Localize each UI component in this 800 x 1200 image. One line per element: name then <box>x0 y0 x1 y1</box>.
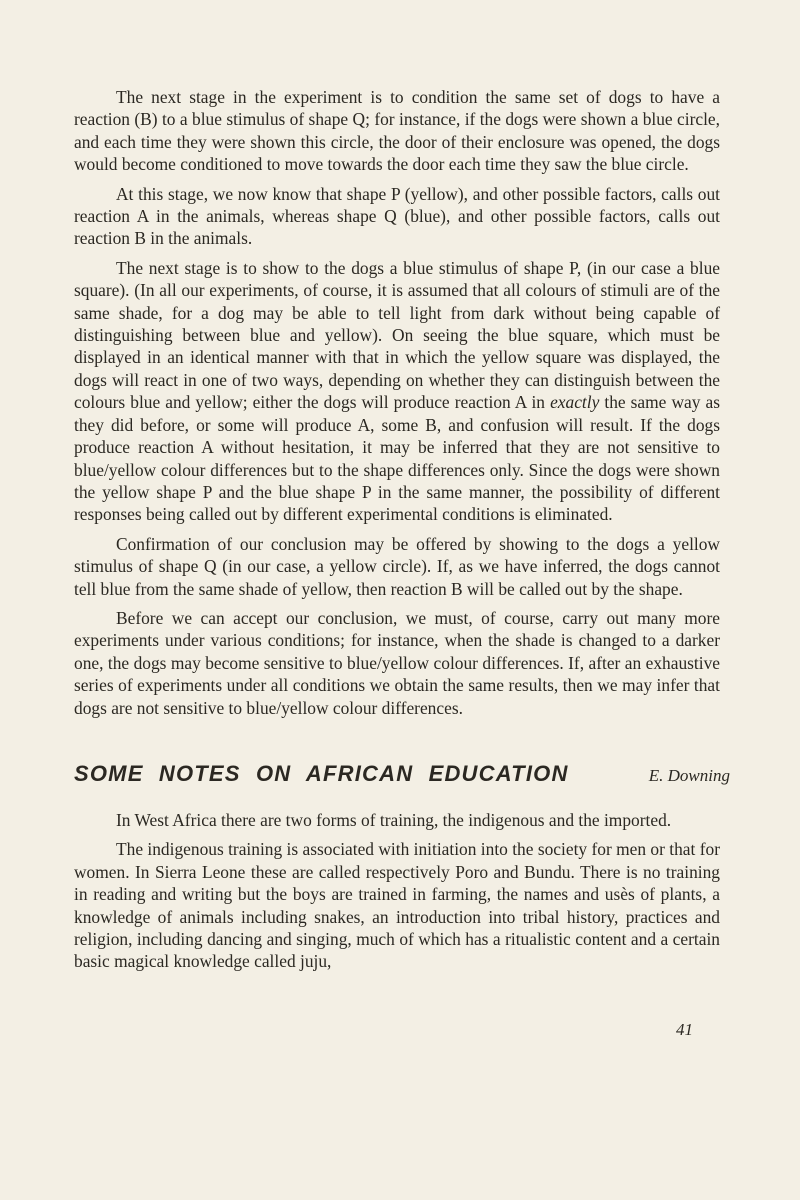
paragraph: The next stage in the experiment is to condition the same set of dogs to have a reaction (B) to a blue stimulus of shape Q; for instance, if the dogs were shown a blue circle, and each time they were shown this circle, the door of their enclosure was opened, the dogs would become conditioned to move towards the door each time they saw the blue circle. <box>74 87 720 175</box>
article-author: E. Downing <box>648 765 730 785</box>
paragraph <box>74 257 720 526</box>
text-column <box>74 86 730 980</box>
paragraph: In West Africa there are two forms of training, the indigenous and the imported. <box>116 809 672 830</box>
paragraph-text: the same way as they did before, or some will produce A, some B, and confusion will result. If the dogs produce reaction A without hesitation, it may be inferred that they are not sensitive to blue/yellow colour differences but to the shape differences only. Since the dogs were shown the yellow shape P and the blue shape P in the same manner, the possibility of different responses being called out by different experimental conditions is eliminated. <box>74 392 720 525</box>
article-title: SOME NOTES ON AFRICAN EDUCATION <box>74 760 569 786</box>
paragraph: Confirmation of our conclusion may be offered by showing to the dogs a yellow stimulus of shape Q (in our case, a yellow circle). If, as we have inferred, the dogs cannot tell blue from the same shade of yellow, then reaction B will be called out by the shape. <box>74 533 720 599</box>
paragraph: Before we can accept our conclusion, we must, of course, carry out many more experiments under various conditions; for instance, when the shade is changed to a darker one, the dogs may become sensitive to blue/yellow colour differences. If, after an exhaustive series of experiments under all conditions we obtain the same results, then we may infer that dogs are not sensitive to blue/yellow colour differences. <box>74 607 720 718</box>
article-heading <box>74 760 730 787</box>
paragraph: At this stage, we now know that shape P (yellow), and other possible factors, calls out reaction A in the animals, whereas shape Q (blue), and other possible factors, calls out reaction B in the animals. <box>74 183 720 249</box>
paragraph: The indigenous training is associated with initiation into the society for men or that for women. In Sierra Leone these are called respectively Poro and Bundu. There is no training in reading and writing but the boys are trained in farming, the names and usès of plants, a knowledge of animals including snakes, an introduction into tribal history, practices and religion, including dancing and singing, much of which has a ritualistic content and a certain basic magical knowledge called juju, <box>74 839 720 972</box>
paragraph-text: The next stage is to show to the dogs a blue stimulus of shape P, (in our case a blue square). (In all our experiments, of course, it is assumed that all colours of stimuli are of the same shade, for a dog may be able to tell light from dark without being capable of distinguishing between blue and yellow). On seeing the blue square, which must be displayed in an identical manner with that in which the yellow square was displayed, the dogs will react in one of two ways, depending on whether they can distinguish between the colours blue and yellow; either the dogs will produce reaction A in <box>74 257 720 413</box>
page-number: 41 <box>676 1020 693 1039</box>
emphasis-text: exactly <box>550 392 600 413</box>
